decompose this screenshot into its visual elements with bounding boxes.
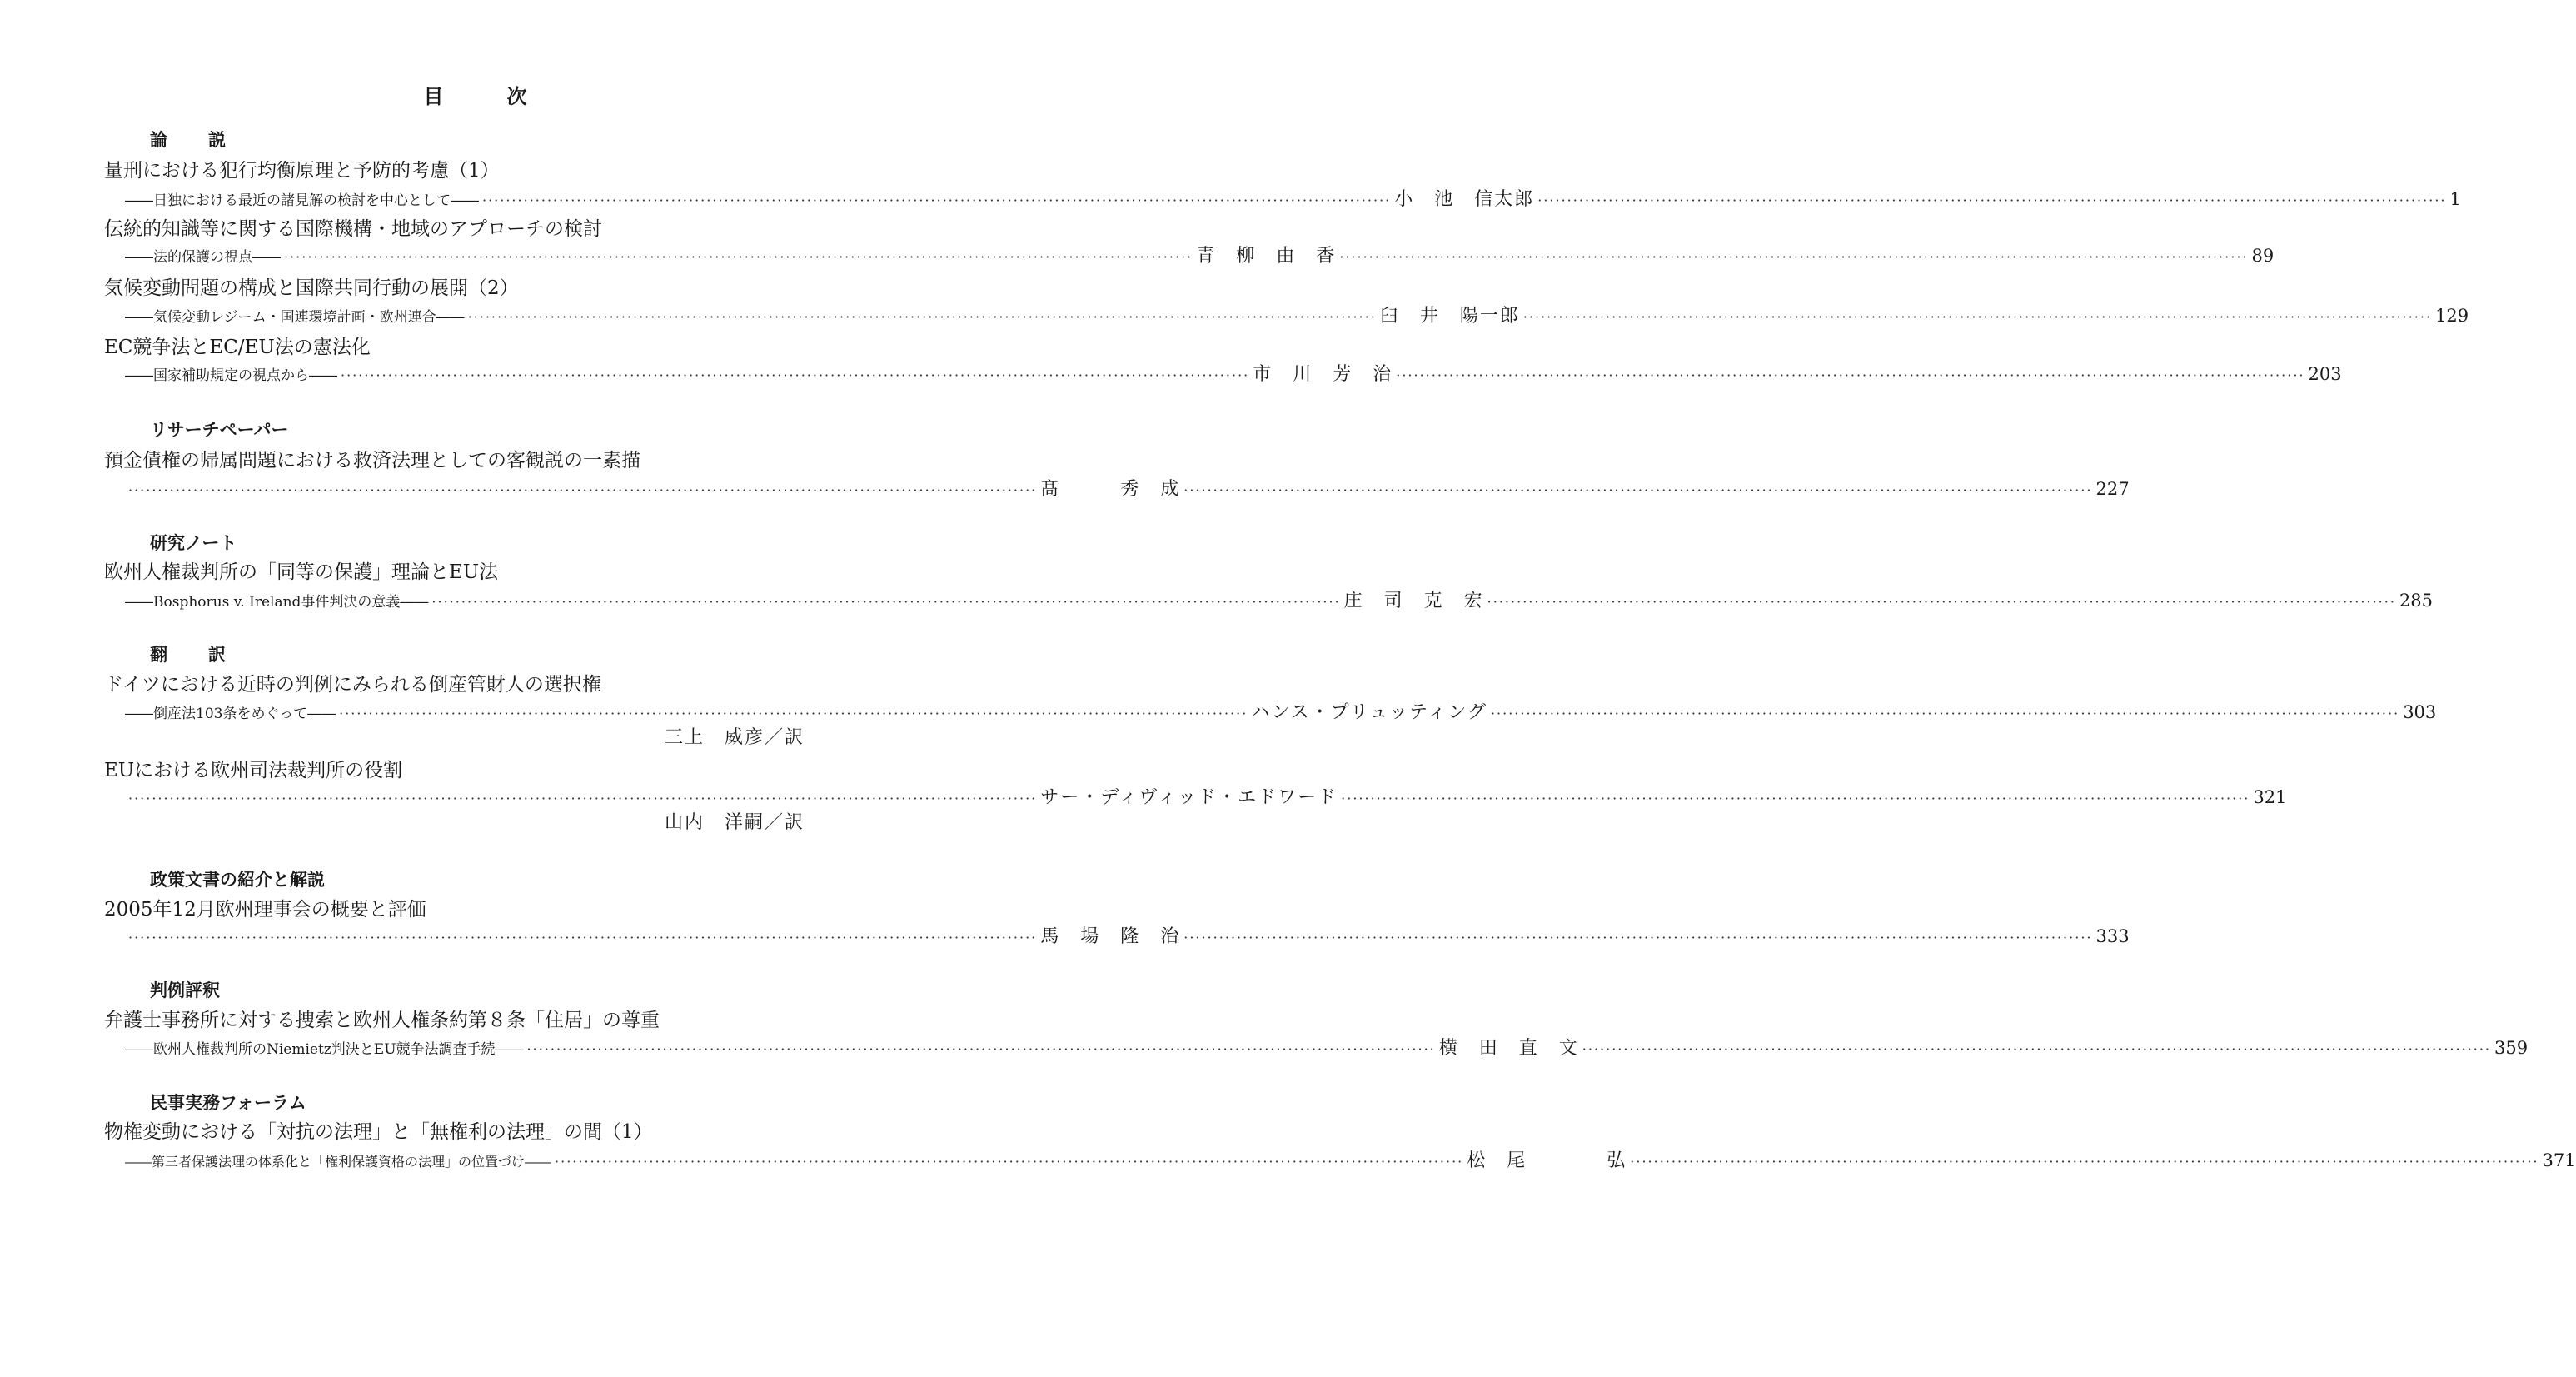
- leader-dots: ··························································································································································: [1487, 594, 2396, 610]
- section-heading: 翻 訳: [150, 645, 237, 665]
- leader-dots: ··························································································································································: [341, 367, 1250, 383]
- article-author: ハンス・プリュッティング: [1251, 702, 1487, 723]
- leader-dots: ··························································································································································: [555, 1154, 1464, 1170]
- article-line: [125, 475, 2130, 500]
- article-title: 気候変動問題の構成と国際共同行動の展開（2）: [104, 277, 519, 299]
- article-page: 371: [2542, 1150, 2576, 1170]
- article-title: 欧州人権裁判所の「同等の保護」理論とEU法: [104, 561, 499, 583]
- article-author: 庄 司 克 宏: [1343, 591, 1484, 611]
- leader-dots: ··························································································································································: [1522, 309, 2433, 325]
- section-heading: 研究ノート: [150, 533, 237, 553]
- article-author: 馬 場 隆 治: [1040, 926, 1181, 947]
- article-title: 2005年12月欧州理事会の概要と評価: [104, 899, 426, 920]
- leader-dots: ··························································································································································: [526, 1041, 1436, 1057]
- article-subtitle: ――第三者保護法理の体系化と「権利保護資格の法理」の位置づけ――: [125, 1154, 552, 1170]
- leader-dots: ··························································································································································: [1183, 930, 2093, 945]
- article-author: 横 田 直 文: [1438, 1038, 1579, 1059]
- article-line: [125, 302, 2469, 327]
- leader-dots: ··························································································································································: [1396, 367, 2305, 383]
- article-author: 髙 秀 成: [1040, 479, 1181, 500]
- article-subtitle: ――倒産法103条をめぐって――: [125, 706, 336, 722]
- article-author: サー・ディヴィッド・エドワード: [1040, 787, 1338, 808]
- article-subtitle: ――法的保護の視点――: [125, 249, 281, 266]
- article-title: 伝統的知識等に関する国際機構・地域のアプローチの検討: [104, 218, 602, 240]
- article-page: 285: [2399, 591, 2433, 611]
- article-line: [125, 922, 2130, 947]
- article-author: 松 尾 弘: [1467, 1150, 1627, 1171]
- translator: 三上 威彦／訳: [665, 727, 805, 748]
- article-subtitle: ――欧州人権裁判所のNiemietz判決とEU競争法調査手続――: [125, 1041, 524, 1058]
- leader-dots: ··························································································································································: [431, 594, 1341, 610]
- article-line: [125, 360, 2342, 385]
- article-page: 129: [2435, 306, 2469, 326]
- article-line: [125, 1034, 2529, 1059]
- article-subtitle: ――日独における最近の諸見解の検討を中心として――: [125, 192, 479, 209]
- article-page: 303: [2403, 702, 2437, 722]
- article-page: 203: [2308, 364, 2342, 384]
- leader-dots: ··························································································································································: [467, 309, 1377, 325]
- article-author: 青 柳 由 香: [1196, 246, 1337, 267]
- article-line: [125, 242, 2275, 267]
- translator: 山内 洋嗣／訳: [665, 812, 805, 833]
- article-author: 臼 井 陽一郎: [1379, 306, 1520, 327]
- article-title: EUにおける欧州司法裁判所の役割: [104, 760, 403, 781]
- section-heading: 民事実務フォーラム: [150, 1093, 306, 1113]
- section-heading: リサーチペーパー: [150, 420, 289, 440]
- article-page: 321: [2253, 787, 2287, 807]
- article-line: [125, 1146, 2576, 1171]
- article-line: [125, 698, 2437, 723]
- leader-dots: ··························································································································································: [1582, 1041, 2491, 1057]
- article-title: 弁護士事務所に対する捜索と欧州人権条約第８条「住居」の尊重: [104, 1010, 660, 1031]
- article-author: 小 池 信太郎: [1394, 189, 1535, 210]
- article-title: ドイツにおける近時の判例にみられる倒産管財人の選択権: [104, 674, 601, 696]
- article-author: 市 川 芳 治: [1253, 364, 1393, 385]
- section-heading: 論 説: [150, 130, 237, 150]
- article-subtitle: ――気候変動レジーム・国連環境計画・欧州連合――: [125, 309, 465, 326]
- leader-dots: ··························································································································································: [1537, 192, 2447, 208]
- leader-dots: ··························································································································································: [339, 706, 1248, 721]
- article-title: 量刑における犯行均衡原理と予防的考慮（1）: [104, 160, 500, 182]
- leader-dots: ··························································································································································: [128, 930, 1038, 945]
- article-title: 物権変動における「対抗の法理」と「無権利の法理」の間（1）: [104, 1121, 653, 1143]
- leader-dots: ··························································································································································: [284, 249, 1193, 265]
- article-page: 1: [2449, 189, 2461, 209]
- article-page: 359: [2494, 1038, 2529, 1058]
- article-line: [125, 586, 2433, 611]
- leader-dots: ··························································································································································: [1630, 1154, 2539, 1170]
- article-page: 227: [2095, 479, 2130, 499]
- article-title: 預金債権の帰属問題における救済法理としての客観説の一素描: [104, 450, 640, 471]
- article-line: [125, 185, 2461, 210]
- leader-dots: ··························································································································································: [1339, 249, 2249, 265]
- article-subtitle: ――国家補助規定の視点から――: [125, 367, 337, 384]
- leader-dots: ··························································································································································: [128, 482, 1038, 498]
- leader-dots: ··························································································································································: [128, 791, 1038, 806]
- section-heading: 政策文書の紹介と解説: [150, 870, 325, 890]
- article-title: EC競争法とEC/EU法の憲法化: [104, 337, 371, 358]
- article-subtitle: ――Bosphorus v. Ireland事件判決の意義――: [125, 594, 429, 611]
- article-line: [125, 783, 2287, 808]
- leader-dots: ··························································································································································: [1183, 482, 2093, 498]
- leader-dots: ··························································································································································: [1490, 706, 2400, 721]
- toc-title: 目 次: [423, 85, 549, 108]
- article-page: 333: [2095, 926, 2130, 946]
- leader-dots: ··························································································································································: [1341, 791, 2250, 806]
- section-heading: 判例評釈: [150, 980, 220, 1000]
- article-page: 89: [2251, 246, 2275, 266]
- leader-dots: ··························································································································································: [482, 192, 1392, 208]
